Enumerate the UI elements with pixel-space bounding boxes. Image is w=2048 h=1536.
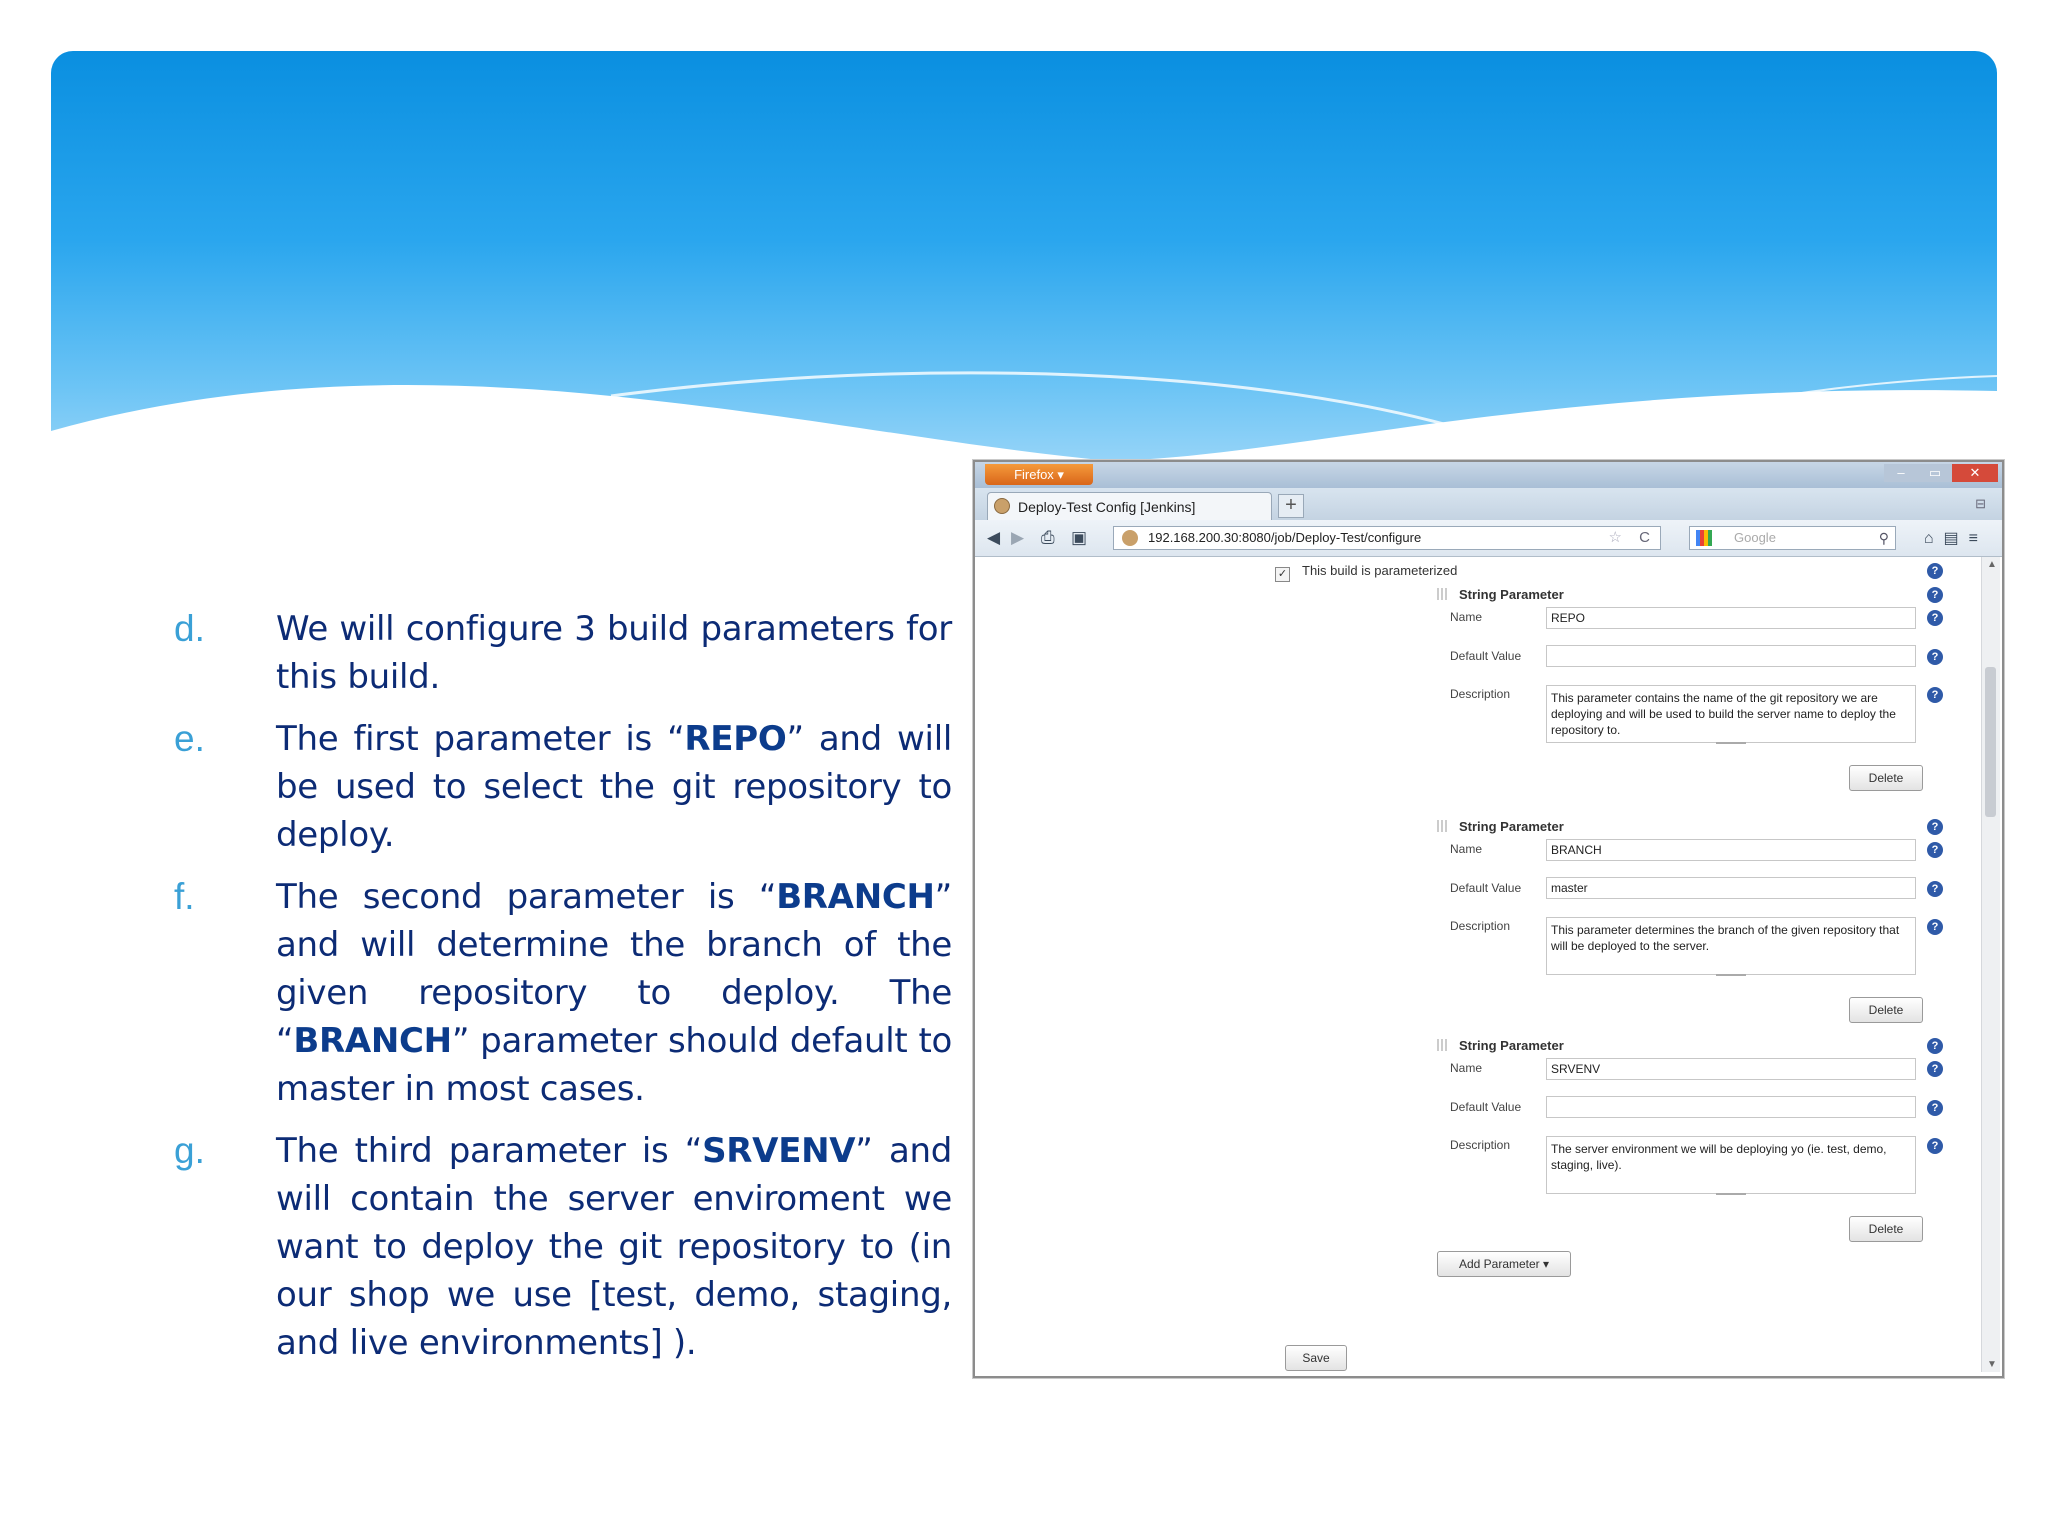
menu-icon[interactable]: ≡ (1968, 530, 1988, 547)
search-bar[interactable] (1689, 526, 1896, 550)
parameter-name-bold: REPO (684, 719, 787, 759)
text-run: The second parameter is “ (276, 877, 777, 917)
name-label: Name (1450, 610, 1483, 624)
list-item-letter: g. (174, 1130, 205, 1171)
help-icon[interactable]: ? (1927, 610, 1943, 626)
list-item-text (276, 715, 952, 859)
print-icon[interactable]: ⎙ (1041, 528, 1055, 547)
description-textarea[interactable] (1546, 685, 1916, 743)
parameter-name-bold: SRVENV (702, 1131, 856, 1171)
wave-decoration (51, 51, 1997, 471)
help-icon[interactable]: ? (1927, 563, 1943, 579)
help-icon[interactable]: ? (1927, 919, 1943, 935)
text-run: ” and will contain the server enviroment we want to deploy the git repository to (in our shop we use [test, demo, staging, and live environments] ). (276, 1131, 953, 1363)
section-title-text: String Parameter (1459, 587, 1564, 602)
description-textarea[interactable] (1546, 917, 1916, 975)
description-label: Description (1450, 1138, 1511, 1152)
minimize-button[interactable]: – (1884, 464, 1918, 482)
help-icon[interactable]: ? (1927, 819, 1943, 835)
default-value-label: Default Value (1450, 649, 1522, 663)
delete-button[interactable]: Delete (1849, 765, 1923, 791)
parameterized-checkbox[interactable]: ✓ (1275, 567, 1290, 582)
string-parameter-title (1437, 819, 1564, 834)
list-item-letter: f. (174, 876, 195, 917)
maximize-button[interactable]: ▭ (1918, 464, 1952, 482)
help-icon[interactable]: ? (1927, 1038, 1943, 1054)
help-icon[interactable]: ? (1927, 842, 1943, 858)
string-parameter-title (1437, 1038, 1564, 1053)
description-text: This parameter contains the name of the git repository we are deploying and will be used to build the server name to deploy the repository to. (1551, 691, 1896, 737)
addons-icon[interactable]: ▤ (1943, 530, 1969, 547)
resize-handle-icon[interactable] (1716, 742, 1746, 748)
name-input[interactable]: SRVENV (1546, 1058, 1916, 1080)
tab-bar (975, 488, 2002, 520)
list-all-tabs-icon[interactable]: ⊟ (1975, 496, 1986, 511)
list-item (170, 605, 952, 701)
reload-icon[interactable]: C (1639, 529, 1650, 546)
resize-handle-icon[interactable] (1716, 1193, 1746, 1199)
steps-list (170, 605, 952, 1381)
parameter-name-bold: BRANCH (776, 877, 935, 917)
list-item (170, 715, 952, 859)
help-icon[interactable]: ? (1927, 1100, 1943, 1116)
forward-icon[interactable]: ▶ (1011, 528, 1025, 547)
slide-header-band (51, 51, 1997, 471)
default-value-label: Default Value (1450, 1100, 1522, 1114)
help-icon[interactable]: ? (1927, 649, 1943, 665)
parameterized-label: This build is parameterized (1302, 563, 1458, 578)
drag-handle-icon[interactable] (1437, 1039, 1449, 1051)
drag-handle-icon[interactable] (1437, 588, 1449, 600)
name-input[interactable]: BRANCH (1546, 839, 1916, 861)
scroll-down-icon[interactable]: ▼ (1987, 1359, 1997, 1370)
search-icon[interactable]: ⚲ (1878, 530, 1889, 546)
help-icon[interactable]: ? (1927, 1061, 1943, 1077)
text-run: We will configure 3 build parameters for this build. (276, 609, 952, 697)
navigation-bar (975, 520, 2002, 557)
jenkins-favicon-icon (994, 498, 1010, 514)
default-value-label: Default Value (1450, 881, 1522, 895)
resize-handle-icon[interactable] (1716, 974, 1746, 980)
description-label: Description (1450, 919, 1511, 933)
parameterized-checkbox-row[interactable] (1275, 563, 1457, 582)
help-icon[interactable]: ? (1927, 587, 1943, 603)
text-run: ” and will be used to select the git repository to deploy. (276, 719, 952, 855)
bookmark-star-icon[interactable]: ☆ (1608, 529, 1622, 546)
address-bar[interactable] (1113, 526, 1661, 550)
help-icon[interactable]: ? (1927, 687, 1943, 703)
jenkins-config-content (975, 557, 2002, 1376)
list-item-letter: d. (174, 608, 205, 649)
toolbar-right-icons[interactable] (1924, 528, 1988, 548)
help-icon[interactable]: ? (1927, 1138, 1943, 1154)
drag-handle-icon[interactable] (1437, 820, 1449, 832)
list-item-text (276, 1127, 952, 1367)
list-item (170, 873, 952, 1113)
parameter-name-bold: BRANCH (293, 1021, 452, 1061)
text-run: ” parameter should default to master in most cases. (276, 1021, 952, 1109)
list-item (170, 1127, 952, 1367)
window-titlebar (975, 462, 2002, 488)
help-icon[interactable]: ? (1927, 881, 1943, 897)
google-icon (1696, 530, 1712, 546)
home-icon[interactable]: ⌂ (1923, 530, 1944, 547)
tab-title: Deploy-Test Config [Jenkins] (1018, 499, 1196, 515)
default-value-input[interactable]: master (1546, 877, 1916, 899)
name-label: Name (1450, 842, 1483, 856)
name-label: Name (1450, 1061, 1483, 1075)
list-item-letter: e. (174, 718, 205, 759)
default-value-input[interactable] (1546, 1096, 1916, 1118)
description-label: Description (1450, 687, 1511, 701)
text-run: The first parameter is “ (276, 719, 685, 759)
description-text: The server environment we will be deploying yo (ie. test, demo, staging, live). (1551, 1142, 1887, 1172)
description-textarea[interactable] (1546, 1136, 1916, 1194)
text-run: The third parameter is “ (276, 1131, 703, 1171)
delete-button[interactable]: Delete (1849, 997, 1923, 1023)
search-placeholder: Google (1734, 530, 1776, 545)
default-value-input[interactable] (1546, 645, 1916, 667)
section-title-text: String Parameter (1459, 819, 1564, 834)
page-icon[interactable]: ▣ (1071, 528, 1088, 547)
list-item-text (276, 873, 952, 1113)
url-text: 192.168.200.30:8080/job/Deploy-Test/configure (1148, 530, 1422, 545)
close-window-button[interactable]: ✕ (1952, 464, 1998, 482)
name-input[interactable]: REPO (1546, 607, 1916, 629)
vertical-scrollbar[interactable] (1981, 557, 2000, 1372)
firefox-menu-button[interactable]: Firefox ▾ (985, 464, 1093, 485)
site-identity-icon (1122, 530, 1138, 546)
description-text: This parameter determines the branch of the given repository that will be deployed to the server. (1551, 923, 1900, 953)
delete-button[interactable]: Delete (1849, 1216, 1923, 1242)
new-tab-button[interactable]: + (1278, 494, 1304, 518)
scroll-up-icon[interactable]: ▲ (1987, 559, 1997, 570)
browser-screenshot (973, 460, 2004, 1378)
list-item-text (276, 605, 952, 701)
scrollbar-thumb[interactable] (1985, 667, 1996, 817)
text-run: ” and will determine the branch of the given repository to deploy. The “ (276, 877, 952, 1061)
string-parameter-title (1437, 587, 1564, 602)
add-parameter-button[interactable]: Add Parameter ▾ (1437, 1251, 1571, 1277)
tab-deploy-test-config[interactable] (987, 492, 1272, 520)
save-button[interactable]: Save (1285, 1345, 1347, 1371)
back-icon[interactable]: ◀ (987, 528, 1001, 547)
section-title-text: String Parameter (1459, 1038, 1564, 1053)
